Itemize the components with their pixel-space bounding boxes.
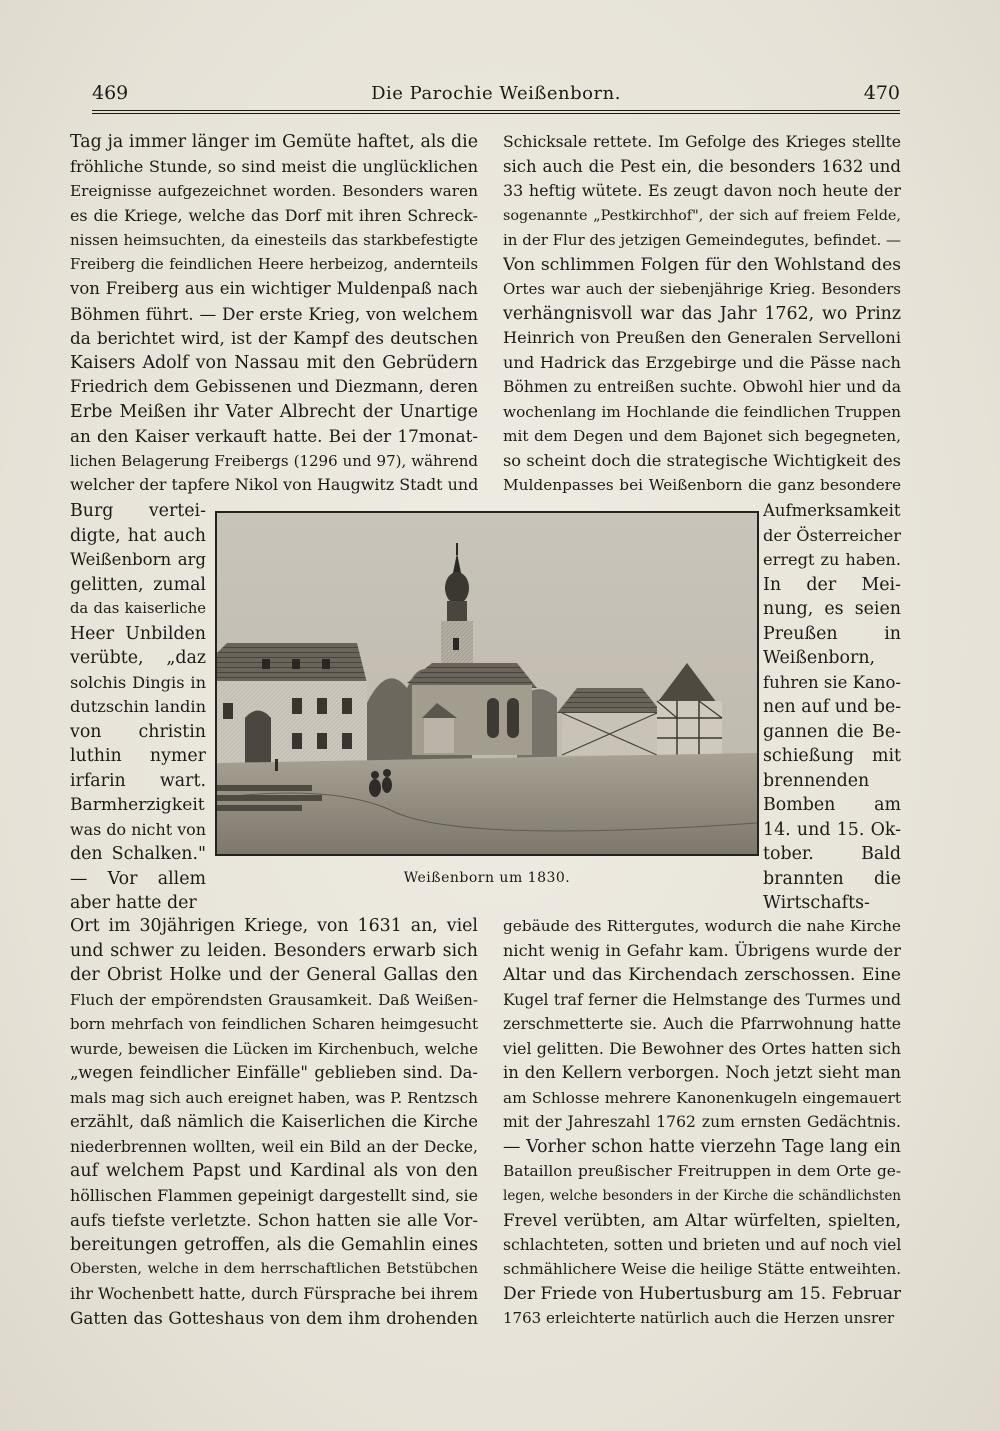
text-line: Frevel verübten, am Altar würfelten, spielten, [503, 1210, 901, 1230]
text-line: von christin [70, 721, 206, 742]
text-line: Ortes war auch der siebenjährige Krieg. Besonders [503, 280, 901, 298]
text-line: der Obrist Holke und der General Gallas den [70, 965, 478, 985]
text-line: in der Flur des jetzigen Gemeindegutes, befindet. — [503, 231, 901, 249]
text-line: den Schalken." [70, 844, 206, 864]
text-line: dutzschin landin [70, 697, 206, 716]
text-line: — Vorher schon hatte vierzehn Tage lang ein [503, 1136, 901, 1157]
text-line: Barmherzigkeit [70, 795, 205, 815]
text-line: 33 heftig wütete. Es zeugt davon noch heute der [503, 181, 901, 200]
figure-caption: Weißenborn um 1830. [403, 870, 571, 886]
text-line: gelitten, zumal [70, 574, 206, 595]
text-line: niederbrennen wollten, weil ein Bild an der Decke, [70, 1137, 478, 1156]
text-line: Kaisers Adolf von Nassau mit den Gebrüdern [70, 352, 478, 373]
text-line: Böhmen führt. — Der erste Krieg, von welchem [70, 303, 478, 324]
text-line: und schwer zu leiden. Besonders erwarb sich [70, 940, 478, 961]
text-line: da das kaiserliche [70, 600, 206, 617]
text-line: „wegen feindlicher Einfälle" geblieben sind. Da- [70, 1063, 478, 1082]
text-line: Erbe Meißen ihr Vater Albrecht der Unartige [70, 401, 478, 422]
text-line: irfarin wart. [70, 770, 206, 791]
text-line: verhängnisvoll war das Jahr 1762, wo Prinz [503, 303, 901, 324]
text-line: luthin nymer [70, 746, 206, 766]
header-rule [92, 110, 900, 114]
text-line: Weißenborn, [763, 648, 876, 668]
text-line: 1763 erleichterte natürlich auch die Herzen unsrer [503, 1309, 895, 1327]
text-line: auf welchem Papst und Kardinal als von den [70, 1161, 478, 1181]
running-header [92, 82, 900, 112]
text-line: gebäude des Rittergutes, wodurch die nahe Kirche [503, 917, 901, 935]
text-line: aber hatte der [70, 893, 197, 913]
text-line: Wirtschafts- [763, 893, 870, 913]
text-line: Ereignisse aufgezeichnet worden. Besonders waren [70, 182, 478, 200]
text-line: solchis Dingis in [70, 672, 206, 692]
text-line: viel gelitten. Die Bewohner des Ortes hatten sich [503, 1038, 901, 1058]
text-line: gannen die Be- [763, 721, 901, 742]
text-line: schießung mit [763, 746, 901, 766]
text-line: Heer Unbilden [70, 623, 206, 644]
text-line: höllischen Flammen gepeinigt dargestellt sind, sie [70, 1185, 478, 1205]
text-line: digte, hat auch [70, 525, 206, 546]
text-line: wochenlang im Hochlande die feindlichen Truppen [503, 402, 901, 421]
page-number-right: 470 [863, 82, 900, 104]
running-title: Die Parochie Weißenborn. [371, 83, 621, 104]
text-line: es die Kriege, welche das Dorf mit ihren Schreck- [70, 205, 478, 225]
text-line: sogenannte „Pestkirchhof", der sich auf freiem Felde, [503, 207, 901, 224]
text-line: brennenden [763, 770, 870, 791]
text-line: Obersten, welche in dem herrschaftlichen Betstübchen [70, 1261, 478, 1277]
text-line: — Vor allem [70, 868, 206, 889]
text-line: wurde, beweisen die Lücken im Kirchenbuch, welche [70, 1039, 478, 1058]
text-line: Kugel traf ferner die Helmstange des Turmes und [503, 990, 901, 1009]
text-line: Bataillon preußischer Freitruppen in dem Orte ge- [503, 1162, 901, 1180]
text-line: bereitungen getroffen, als die Gemahlin eines [70, 1234, 478, 1255]
text-line: aufs tiefste verletzte. Schon hatten sie alle Vor- [70, 1210, 478, 1230]
text-line: von Freiberg aus ein wichtiger Muldenpaß nach [70, 279, 478, 298]
text-line: verübte, „daz [70, 648, 206, 668]
text-line: was do nicht von [70, 819, 206, 839]
text-line: Ort im 30jährigen Kriege, von 1631 an, viel [70, 916, 478, 936]
text-line: Aufmerksamkeit [763, 501, 901, 520]
text-line: Schicksale rettete. Im Gefolge des Krieges stellte [503, 133, 901, 151]
text-line: brannten die [763, 868, 901, 889]
text-line: Friedrich dem Gebissenen und Diezmann, deren [70, 377, 478, 396]
text-line: Fluch der empörendsten Grausamkeit. Daß Weißen- [70, 990, 478, 1009]
engraving-illustration [215, 511, 759, 856]
village-engraving [217, 513, 757, 854]
text-line: Preußen in [763, 623, 901, 644]
text-line: Muldenpasses bei Weißenborn die ganz besondere [503, 476, 901, 494]
text-line: Gatten das Gotteshaus von dem ihm drohenden [70, 1308, 478, 1328]
text-line: born mehrfach von feindlichen Scharen heimgesucht [70, 1015, 478, 1033]
text-line: ihr Wochenbett hatte, durch Fürsprache bei ihrem [70, 1283, 478, 1303]
text-line: welcher der tapfere Nikol von Haugwitz Stadt und [70, 475, 478, 494]
text-line: der Österreicher [763, 525, 901, 545]
page-number-left: 469 [92, 82, 129, 104]
text-line: Heinrich von Preußen den Generalen Servelloni [503, 328, 901, 347]
text-line: nen auf und be- [763, 697, 901, 717]
text-line: Burg vertei- [70, 501, 206, 521]
text-line: tober. Bald [763, 844, 901, 864]
text-line: so scheint doch die strategische Wichtigkeit des [503, 450, 901, 470]
text-line: Der Friede von Hubertusburg am 15. Februar [503, 1283, 901, 1304]
text-line: fröhliche Stunde, so sind meist die unglücklichen [70, 156, 478, 176]
text-line: am Schlosse mehrere Kanonenkugeln eingemauert [503, 1088, 901, 1107]
text-line: zerschmetterte sie. Auch die Pfarrwohnung hatte [503, 1015, 901, 1033]
text-line: Von schlimmen Folgen für den Wohlstand des [503, 254, 901, 275]
text-line: lichen Belagerung Freibergs (1296 und 97), während [70, 451, 478, 470]
text-line: In der Mei- [763, 574, 901, 595]
text-line: schmählichere Weise die heilige Stätte entweihten. [503, 1260, 901, 1278]
text-line: legen, welche besonders in der Kirche die schändlichsten [503, 1187, 901, 1204]
text-line: Weißenborn arg [70, 550, 206, 569]
text-line: schlachteten, sotten und brieten und auf noch viel [503, 1235, 901, 1254]
text-line: erregt zu haben. [763, 550, 901, 569]
text-line: 14. und 15. Ok- [763, 819, 901, 840]
text-line: in den Kellern verborgen. Noch jetzt sieht man [503, 1063, 901, 1082]
text-line: und Hadrick das Erzgebirge und die Pässe nach [503, 352, 901, 372]
text-line: an den Kaiser verkauft hatte. Bei der 17monat- [70, 426, 478, 446]
text-line: erzählt, daß nämlich die Kaiserlichen die Kirche [70, 1112, 478, 1131]
text-line: mit der Jahreszahl 1762 zum ernsten Gedächtnis. [503, 1113, 901, 1131]
text-line: Bomben am [763, 795, 901, 815]
text-line: nicht wenig in Gefahr kam. Übrigens wurde der [503, 940, 901, 960]
text-line: sich auch die Pest ein, die besonders 1632 und [503, 156, 901, 176]
text-line: Tag ja immer länger im Gemüte haftet, als die [70, 132, 478, 152]
text-line: mit dem Degen und dem Bajonet sich begegneten, [503, 427, 901, 445]
text-line: nung, es seien [763, 599, 901, 619]
text-line: mals mag sich auch ereignet haben, was P. Rentzsch [70, 1088, 478, 1107]
text-line: Altar und das Kirchendach zerschossen. Eine [503, 965, 901, 985]
text-line: nissen heimsuchten, da einesteils das starkbefestigte [70, 231, 478, 249]
text-line: da berichtet wird, ist der Kampf des deutschen [70, 328, 478, 348]
text-line: fuhren sie Kano- [763, 672, 901, 692]
text-line: Böhmen zu entreißen suchte. Obwohl hier und da [503, 378, 901, 396]
text-line: Freiberg die feindlichen Heere herbeizog, andernteils [70, 255, 478, 273]
